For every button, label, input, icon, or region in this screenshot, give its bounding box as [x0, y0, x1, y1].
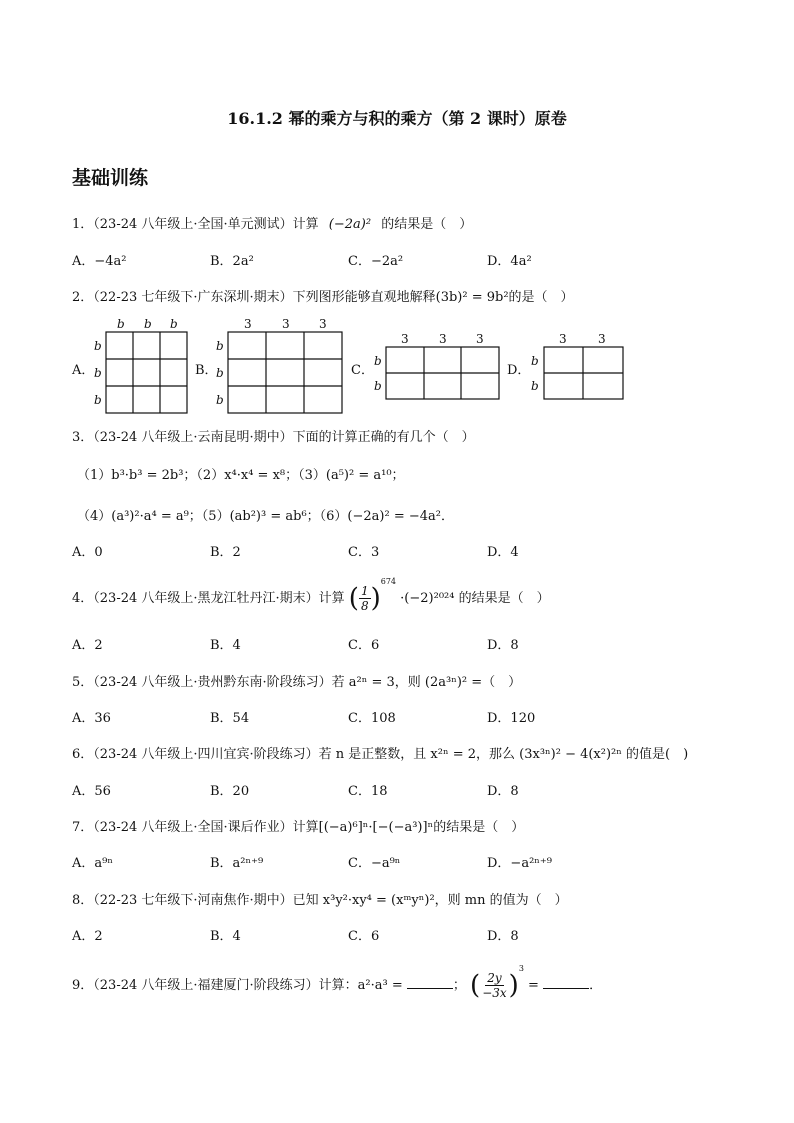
a-top-b1: b — [117, 317, 125, 331]
q4-fraction — [359, 584, 371, 613]
q8-option-b[interactable]: B．4 — [210, 929, 241, 944]
section-heading: 基础训练 — [72, 167, 149, 189]
q9-answer-blank-1[interactable] — [407, 976, 453, 989]
q2-figure-d — [526, 330, 626, 404]
q4-paren-close: ) — [370, 583, 381, 614]
q7-option-c[interactable]: C．−a⁹ⁿ — [348, 856, 401, 871]
q4-exponent: 674 — [380, 577, 397, 586]
q8-option-a[interactable]: A．2 — [72, 929, 103, 944]
q2-figure-c — [370, 330, 502, 404]
q7-option-b[interactable]: B．a²ⁿ⁺⁹ — [210, 856, 264, 871]
q2-option-a-label[interactable]: A． — [72, 363, 95, 378]
c-side-b1: b — [374, 354, 382, 368]
q3-option-d[interactable]: D．4 — [487, 545, 519, 560]
question-3-stem: 3．（23-24 八年级上·云南昆明·期中）下面的计算正确的有几个（ ） — [72, 430, 475, 445]
q3-option-b[interactable]: B．2 — [210, 545, 241, 560]
c-top-33: 3 — [476, 332, 484, 346]
question-1-stem — [72, 213, 472, 232]
b-side-b1: b — [216, 339, 224, 353]
q2-figure-b — [214, 316, 346, 416]
q9-equals: = — [528, 978, 539, 993]
q5-option-a[interactable]: A．36 — [72, 711, 111, 726]
q9-paren-open: ( — [470, 970, 481, 1001]
question-6-stem: 6．（23-24 八年级上·四川宜宾·阶段练习）若 n 是正整数，且 x²ⁿ = 2，那么 (3x³ⁿ)² − 4(x²)²ⁿ 的值是( ) — [72, 747, 689, 762]
b-top-31: 3 — [244, 317, 252, 331]
q4-stem-a: 4．（23-24 八年级上·黑龙江牡丹江·期末）计算 — [72, 591, 345, 606]
q4-stem-b: ·(−2)²⁰²⁴ 的结果是（ ） — [400, 591, 550, 606]
a-side-b3: b — [94, 393, 102, 407]
q3-statements-line-1: （1）b³·b³ = 2b³；（2）x⁴·x⁴ = x⁸；（3）(a⁵)² = a¹⁰； — [77, 468, 405, 483]
a-top-b3: b — [170, 317, 178, 331]
question-8-stem: 8．（22-23 七年级下·河南焦作·期中）已知 x³y²·xy⁴ = (xᵐyⁿ)²，则 mn 的值为（ ） — [72, 893, 568, 908]
q4-frac-num: 1 — [360, 584, 369, 598]
c-top-31: 3 — [401, 332, 409, 346]
b-side-b2: b — [216, 366, 224, 380]
q8-option-d[interactable]: D．8 — [487, 929, 519, 944]
q4-option-c[interactable]: C．6 — [348, 638, 380, 653]
q2-option-d-label[interactable]: D． — [507, 363, 531, 378]
q1-option-b[interactable]: B．2a² — [210, 254, 254, 269]
b-top-32: 3 — [282, 317, 290, 331]
question-9-stem — [72, 964, 602, 1001]
b-top-33: 3 — [319, 317, 327, 331]
q5-option-d[interactable]: D．120 — [487, 711, 536, 726]
d-top-31: 3 — [559, 332, 567, 346]
q4-option-d[interactable]: D．8 — [487, 638, 519, 653]
q9-frac-num: 2y — [487, 971, 502, 985]
q9-end: ． — [589, 978, 603, 993]
q7-option-d[interactable]: D．−a²ⁿ⁺⁹ — [487, 856, 552, 871]
d-side-b1: b — [531, 354, 539, 368]
q1-option-a[interactable]: A．−4a² — [72, 254, 127, 269]
q5-option-c[interactable]: C．108 — [348, 711, 396, 726]
b-side-b3: b — [216, 393, 224, 407]
question-5-stem: 5．（23-24 八年级上·贵州黔东南·阶段练习）若 a²ⁿ = 3，则 (2a³ⁿ)² =（ ） — [72, 675, 522, 690]
q3-option-c[interactable]: C．3 — [348, 545, 380, 560]
q6-option-c[interactable]: C．18 — [348, 784, 388, 799]
question-2-stem: 2．（22-23 七年级下·广东深圳·期末）下列图形能够直观地解释(3b)² = 9b²的是（ ） — [72, 290, 574, 305]
q9-stem-a: 9．（23-24 八年级上·福建厦门·阶段练习）计算：a²·a³ = — [72, 978, 403, 993]
q9-paren-close: ) — [508, 970, 519, 1001]
q5-option-b[interactable]: B．54 — [210, 711, 250, 726]
q1-option-d[interactable]: D．4a² — [487, 254, 532, 269]
q3-statements-line-2: （4）(a³)²·a⁴ = a⁹；（5）(ab²)³ = ab⁶；（6）(−2a)² = −4a²． — [77, 509, 454, 524]
q9-fraction — [480, 971, 508, 1000]
c-side-b2: b — [374, 379, 382, 393]
q2-figure-a — [92, 316, 192, 416]
d-side-b2: b — [531, 379, 539, 393]
a-side-b1: b — [94, 339, 102, 353]
d-top-32: 3 — [598, 332, 606, 346]
q2-option-c-label[interactable]: C． — [351, 363, 374, 378]
q8-option-c[interactable]: C．6 — [348, 929, 380, 944]
q2-option-b-label[interactable]: B． — [195, 363, 218, 378]
question-7-stem: 7．（23-24 八年级上·全国·课后作业）计算[(−a)⁶]ⁿ·[−(−a³)]ⁿ的结果是（ ） — [72, 820, 525, 835]
q6-option-a[interactable]: A．56 — [72, 784, 111, 799]
a-side-b2: b — [94, 366, 102, 380]
question-4-stem — [72, 577, 550, 614]
q9-exponent: 3 — [518, 964, 524, 973]
q1-stem-b: 的结果是（ ） — [381, 217, 473, 232]
q1-stem-a: 1．（23-24 八年级上·全国·单元测试）计算 — [72, 217, 319, 232]
q1-option-c[interactable]: C．−2a² — [348, 254, 404, 269]
q4-option-b[interactable]: B．4 — [210, 638, 241, 653]
q6-option-b[interactable]: B．20 — [210, 784, 250, 799]
q4-option-a[interactable]: A．2 — [72, 638, 103, 653]
q4-paren-open: ( — [348, 583, 359, 614]
q3-option-a[interactable]: A．0 — [72, 545, 103, 560]
page-title: 16.1.2 幂的乘方与积的乘方（第 2 课时）原卷 — [227, 109, 567, 128]
q1-expr: (−2a)² — [328, 217, 372, 232]
q9-separator: ； — [452, 978, 466, 993]
c-top-32: 3 — [439, 332, 447, 346]
q7-option-a[interactable]: A．a⁹ⁿ — [72, 856, 113, 871]
a-top-b2: b — [144, 317, 152, 331]
q9-frac-den: −3x — [482, 986, 507, 1000]
q4-frac-den: 8 — [360, 599, 369, 613]
q9-answer-blank-2[interactable] — [543, 976, 589, 989]
q6-option-d[interactable]: D．8 — [487, 784, 519, 799]
